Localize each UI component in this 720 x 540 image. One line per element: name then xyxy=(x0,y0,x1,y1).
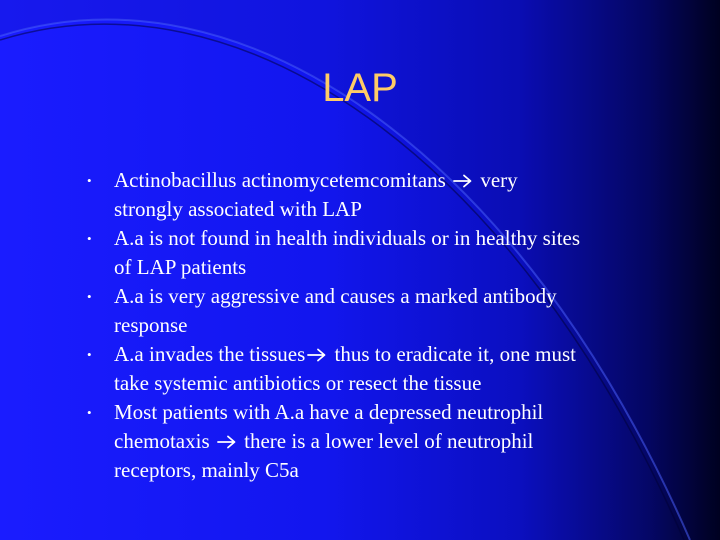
bullet-item xyxy=(87,282,674,340)
right-arrow-icon xyxy=(307,348,327,362)
bullet-dot-icon: • xyxy=(87,289,92,304)
bullet-dot-icon: • xyxy=(87,173,92,188)
bullet-line xyxy=(114,224,674,253)
bullet-text: strongly associated with LAP xyxy=(114,197,362,221)
bullet-text: receptors, mainly C5a xyxy=(114,458,299,482)
bullet-line xyxy=(114,398,674,427)
bullet-text: A.a is very aggressive and causes a marked antibody xyxy=(114,284,557,308)
bullet-text: A.a is not found in health individuals or in healthy sites xyxy=(114,226,581,250)
bullet-line xyxy=(114,456,674,485)
bullet-line xyxy=(114,369,674,398)
bullet-line xyxy=(114,282,674,311)
slide-title: LAP xyxy=(322,66,398,110)
bullet-text: very xyxy=(475,168,518,192)
bullet-text: response xyxy=(114,313,188,337)
bullet-line xyxy=(114,427,674,456)
bullet-line xyxy=(114,311,674,340)
bullet-text: take systemic antibiotics or resect the tissue xyxy=(114,371,482,395)
bullet-item xyxy=(87,224,674,282)
bullet-line xyxy=(114,340,674,369)
bullet-text: chemotaxis xyxy=(114,429,215,453)
bullet-text: A.a invades the tissues xyxy=(114,342,306,366)
bullet-dot-icon: • xyxy=(87,405,92,420)
bullet-text: thus to eradicate it, one must xyxy=(329,342,576,366)
bullet-item xyxy=(87,398,674,485)
bullet-list xyxy=(87,166,674,485)
bullet-line xyxy=(114,253,674,282)
bullet-item xyxy=(87,166,674,224)
bullet-line xyxy=(114,166,674,195)
bullet-line xyxy=(114,195,674,224)
bullet-dot-icon: • xyxy=(87,347,92,362)
bullet-text: Most patients with A.a have a depressed neutrophil xyxy=(114,400,544,424)
right-arrow-icon xyxy=(217,435,237,449)
bullet-text: there is a lower level of neutrophil xyxy=(238,429,534,453)
bullet-text: of LAP patients xyxy=(114,255,247,279)
bullet-text: Actinobacillus actinomycetemcomitans xyxy=(114,168,452,192)
bullet-dot-icon: • xyxy=(87,231,92,246)
right-arrow-icon xyxy=(453,174,473,188)
bullet-item xyxy=(87,340,674,398)
